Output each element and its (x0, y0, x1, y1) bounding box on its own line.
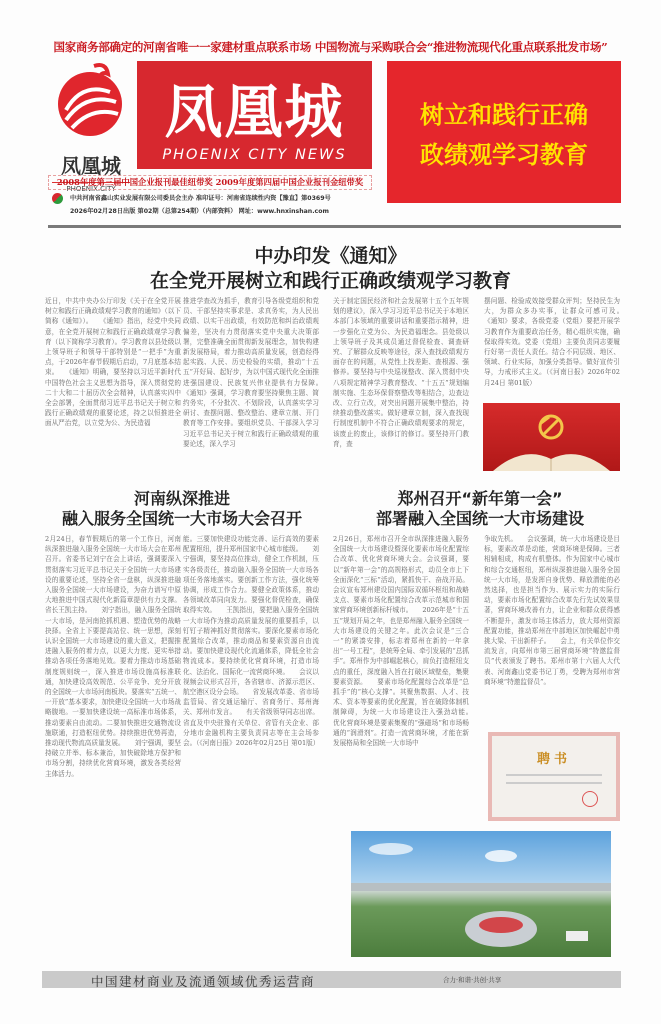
awards-line: 2008年度第三届中国企业报刊最佳纽带奖 2009年度第四届中国企业报刊金纽带奖 (48, 175, 372, 190)
article2-column: 2月24日，春节假期后的第一个工作日，河南纵深推进融入服务全国统一大市场大会在郑州召开。省委书记刘宁在会上讲话，强调要深入贯彻落实习近平总书记关于全国统一大市场建设的重要论述，坚持全省一盘棋，纵深推进融入服务全国统一大市场建设，为奋力谱写中原大地推进中国式现代化新篇章提供有力支撑。省长王凯主持。 刘宁指出，融入服务全国统一大市场，是河南抢抓机遇、塑造优势的战略抉择。全省上下要提高站位、统一思想，深刻认识全国统一大市场建设的重大意义，把握推进融入服务的着力点，以更大力度、更实举措推动各项任务落地见效。要着力推动市场基础制度规则统一，深入推进市场设施高标准联通，加快建设高效规范、公平竞争、充分开放的全国统一大市场河南板块。要落实“五统一、一开放”基本要求，加快建设全国统一大市场战略腹地。一要加快建设统一高标准市场体系，推动要素自由流动。二要加快推进交通物流设施联通，打造枢纽优势。持续推进优势再造，推动现代物流高质量发展。 刘宁强调，要坚持破立并举、标本兼治，加快破除地方保护和市场分割，持续优化营商环境，激发各类经营主体活力。 (45, 535, 181, 778)
article1-title-line1: 中办印发《通知》 (254, 245, 407, 267)
logo-en-text: PHOENIX.CITY (52, 182, 130, 193)
divider (48, 225, 621, 228)
certificate-image (488, 732, 620, 821)
logo-cn-text: 凤凰城 (61, 154, 121, 178)
aerial-stadium-photo (351, 831, 611, 957)
masthead (137, 61, 372, 169)
publisher-info (52, 192, 382, 218)
footer-slogan: 中国建材商业及流通领域优秀运营商 (91, 974, 316, 989)
article2-title-line2: 融入服务全国统一大市场大会召开 (61, 509, 302, 528)
article1-column: 近日，中共中央办公厅印发《关于在全党开展树立和践行正确政绩观学习教育的通知》（以下简称《通知》）。 《通知》指出，经党中央同意，在全党开展树立和践行正确政绩观学习教育（以下简称学习教育）。学习教育以县处级以上领导班子和领导干部特别是“一把手”为重点，于2026年春节假期后启动，7月底基本结束。 《通知》明确，要坚持以习近平新时代中国特色社会主义思想为指导，深入贯彻党的二十大和二十届历次全会精神，认真落实四中全会部署，全面贯彻习近平总书记关于树立和践行正确政绩观的重要论述，持之以恒推进全面从严治党，以立党为公、为民造福 (45, 297, 181, 428)
theme-line-1: 树立和践行正确 (420, 101, 588, 129)
issue-line: 2026年02月28日出版 第02期（总第254期）（内部资料） 网址：www.hnxinshan.com (70, 208, 329, 215)
phoenix-logo (52, 62, 130, 192)
article2-column: 能。三要加快建设功能完善、运行高效的要素配置枢纽，提升郑州国家中心城市能级。 刘宁强调，要坚持高位推动，健全工作机制，压实各级责任，推动融入服务全国统一大市场各项任务落地落实。要创新工作方法，强化统筹协调，形成工作合力。要健全政策体系，推动各领域改革同向发力。要强化督促检查，确保取得实效。 王凯指出，要把融入服务全国统一大市场作为推动高质量发展的重要抓手，以钉钉子精神抓好贯彻落实。要深化要素市场化配置综合改革，推动商品和要素资源自由流动。要加快建设现代化流通体系，降低全社会物流成本。要持续优化营商环境，打造市场化、法治化、国际化一流营商环境。 会议以视频会议形式召开，各省辖市、济源示范区、航空港区设分会场。 省发展改革委、省市场监管局、省交通运输厅、省商务厅、郑州海关、郑州市发言。 有关省级领导同志出席。省直及中央驻豫有关单位、省管有关企业、部分地市金融机构主要负责同志等在主会场参会。（《河南日报》2026年02月25日 第01版） (183, 535, 320, 748)
phoenix-emblem-icon (52, 62, 130, 142)
publisher-logo-icon (52, 193, 63, 204)
theme-banner (387, 61, 621, 203)
article3-column: 2月26日，郑州市召开全市纵深推进融入服务全国统一大市场建设暨深化要素市场化配置综合改革、优化营商环境大会。会议强调，要以“新年第一会”的高规格形式，动员全市上下全面深化“三标”活动，紧抓快干、奋战开局。会议宣布郑州建设国内国际双循环枢纽和战略支点、要素市场化配置综合改革示范城市和国家营商环境创新标杆城市。 2026年是“十五五”规划开局之年，也是郑州融入服务全国统一大市场建设的关键之年。此次会议是“三合一”的紧凑安排，标志着郑州在新的一年拿出“一号工程”，是统筹全局、牵引发展的“总抓手”。郑州作为中部崛起核心，肩负打造枢纽支点的重任，深度融入旨在打破区域壁垒，集聚要素资源。 要素市场化配置综合改革是“总抓手”的“核心支撑”。其聚焦数据、人才、技术、资本等要素的优化配置，旨在破除体制机制障碍，为统一大市场建设注入强劲动能。 优化营商环境是要素集聚的“强磁场”和市场畅通的“润滑剂”。打造一流营商环境，才能在新发展格局和全国统一大市场中 (333, 535, 483, 748)
party-emblem-image (483, 403, 620, 471)
footer-bar (42, 971, 621, 988)
footer-motto: 合力·和谐·共创·共享 (443, 976, 502, 984)
certificate-title: 聘书 (536, 752, 571, 767)
article1-column: 推进学查改为抓手，教育引导各级党组织和党员、干部坚持实事求是、求真务实，为人民出政绩、以实干出政绩，有效防范和纠治政绩观偏差，坚决有力贯彻落实党中央重大决策部署，完整准确全面贯彻新发展理念，加快构建新发展格局，着力推动高质量发展，创造经得起实践、人民、历史检验的实绩，推动“十五五”开好局、起好步，为以中国式现代化全面推进强国建设、民族复兴伟业提供有力保障。 《通知》强调，学习教育要坚持聚焦主题、简约务实，不分批次、不划阶段，认真落实学习研讨、查摆问题、整改整治、建章立制、开门教育等工作安排。要组织党员、干部深入学习习近平总书记关于树立和践行正确政绩观的重要论述，深入学习 (183, 297, 333, 448)
article1-column: 关于制定国民经济和社会发展第十五个五年规划的建议》，深入学习习近平总书记关于本地区本部门本领域的重要讲话和重要指示精神，进一步强化立党为公、为民造福理念。县处级以上领导班子及其成员通过督促检查、调查研究、了解群众反映等途径，深入查找政绩观方面存在的问题，从党性上找差距、查根源、强修养。要坚持与中央巡视整改、深入贯彻中央八项规定精神学习教育整改、“十五五”规划编制实施、生态环保督察整改等相结合，边查边改、立行立改，对突出问题开展集中整治，持续推动整改落实。做好建章立制，深入查找现行制度机制中不符合正确政绩观要求的规定，该废止的废止，该修订的修订。要坚持开门教育，查 (333, 297, 469, 448)
masthead-title: 凤凰城 (164, 78, 345, 146)
masthead-subtitle: PHOENIX CITY NEWS (162, 147, 347, 163)
article1-title-line2: 在全党开展树立和践行正确政绩观学习教育 (149, 270, 511, 292)
article2-title-line1: 河南纵深推进 (133, 489, 230, 508)
masthead-top-line: 国家商务部确定的河南省唯一一家建材重点联系市场 中国物流与采购联合会“推进物流现代化重点联系批发市场” (53, 40, 608, 54)
article3-column: 争取先机。 会议强调，统一大市场建设是目标，要素改革是动能，营商环境是保障。三者相辅相成，构成有机整体。作为国家中心城市和综合交通枢纽，郑州纵深推进融入服务全国统一大市场，是发挥自身优势、释放潜能的必然选择，也是担当作为、展示实力的实际行动，要素市场化配置综合改革先行先试效果显著，营商环境改善有力，让企业和群众获得感不断提升，激发市场主体活力，放大郑州资源配置功能，推动郑州在中部地区加快崛起中勇挑大梁、干出新样子。 会上，有关单位作交流发言，向郑州市第三届营商环境“特邀监督员”代表颁发了聘书。郑州市第十六届人大代表、河南鑫山党委书记丁勇，受聘为郑州市营商环境“特邀监督员”。 (484, 535, 620, 686)
article3-title-line2: 部署融入全国统一大市场建设 (375, 509, 584, 528)
article1-column: 摆问题、检验成效接受群众评判；坚持民生为大，为群众多办实事，让群众可感可及。 《通知》要求，各级党委（党组）要把开展学习教育作为重要政治任务，精心组织实施，确保取得实效。党委（党组）主要负责同志要履行好第一责任人责任。结合不同层级、地区、领域、行业实际，加强分类指导。做好宣传引导，力戒形式主义。（《河南日报》2026年02月24日 第01版） (484, 297, 634, 387)
publisher-line: 中共河南省鑫山实业发展有限公司委员会主办 准印证号：河南省连续性内资【豫直】第0369号 (70, 195, 331, 202)
theme-line-2: 政绩观学习教育 (420, 141, 588, 169)
article3-title-line1: 郑州召开“新年第一会” (397, 489, 563, 508)
